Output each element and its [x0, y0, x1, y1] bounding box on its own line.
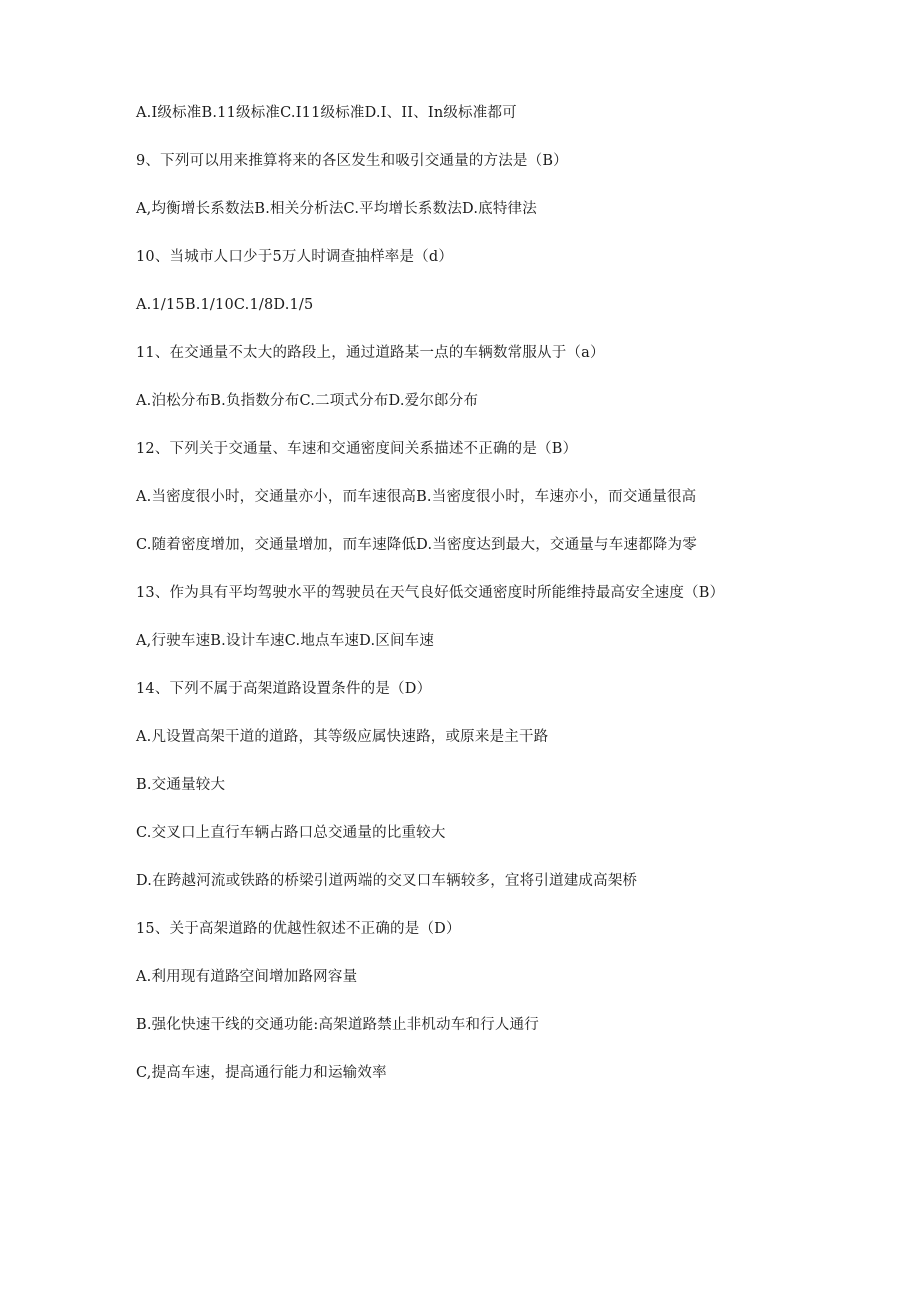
answer-option-14-a: A.凡设置高架干道的道路，其等级应属快速路，或原来是主干路 — [136, 729, 549, 745]
question-13: 13、作为具有平均驾驶水平的驾驶员在天气良好低交通密度时所能维持最高安全速度（B） — [136, 585, 725, 601]
answer-option-14-d: D.在跨越河流或铁路的桥梁引道两端的交叉口车辆较多，宜将引道建成高架桥 — [136, 873, 638, 889]
answer-option-15-a: A.利用现有道路空间增加路网容量 — [136, 969, 358, 985]
question-15: 15、关于高架道路的优越性叙述不正确的是（D） — [136, 921, 461, 937]
answer-options-11: A.泊松分布B.负指数分布C.二项式分布D.爱尔郎分布 — [136, 393, 479, 409]
document-body — [136, 101, 776, 1109]
answer-option-15-b: B.强化快速干线的交通功能:高架道路禁止非机动车和行人通行 — [136, 1017, 539, 1033]
question-9: 9、下列可以用来推算将来的各区发生和吸引交通量的方法是（B） — [136, 153, 568, 169]
answer-options-12-ab: A.当密度很小时，交通量亦小，而车速很高B.当密度很小时，车速亦小，而交通量很高 — [136, 489, 697, 505]
answer-options-13: A,行驶车速B.设计车速C.地点车速D.区间车速 — [136, 633, 435, 649]
question-11: 11、在交通量不太大的路段上，通过道路某一点的车辆数常服从于（a） — [136, 345, 605, 361]
answer-options-12-cd: C.随着密度增加，交通量增加，而车速降低D.当密度达到最大，交通量与车速都降为零 — [136, 537, 697, 553]
answer-option-15-c: C,提高车速，提高通行能力和运输效率 — [136, 1065, 387, 1081]
question-12: 12、下列关于交通量、车速和交通密度间关系描述不正确的是（B） — [136, 441, 578, 457]
question-10: 10、当城市人口少于5万人时调查抽样率是（d） — [136, 249, 454, 265]
answer-options-9: A,均衡增长系数法B.相关分析法C.平均增长系数法D.底特律法 — [136, 201, 537, 217]
answer-option-14-b: B.交通量较大 — [136, 777, 226, 793]
answer-options-10: A.1/15B.1/10C.1/8D.1/5 — [136, 297, 314, 313]
answer-options-8: A.I级标准B.11级标准C.I11级标准D.I、II、In级标准都可 — [136, 105, 517, 121]
answer-option-14-c: C.交叉口上直行车辆占路口总交通量的比重较大 — [136, 825, 446, 841]
question-14: 14、下列不属于高架道路设置条件的是（D） — [136, 681, 432, 697]
